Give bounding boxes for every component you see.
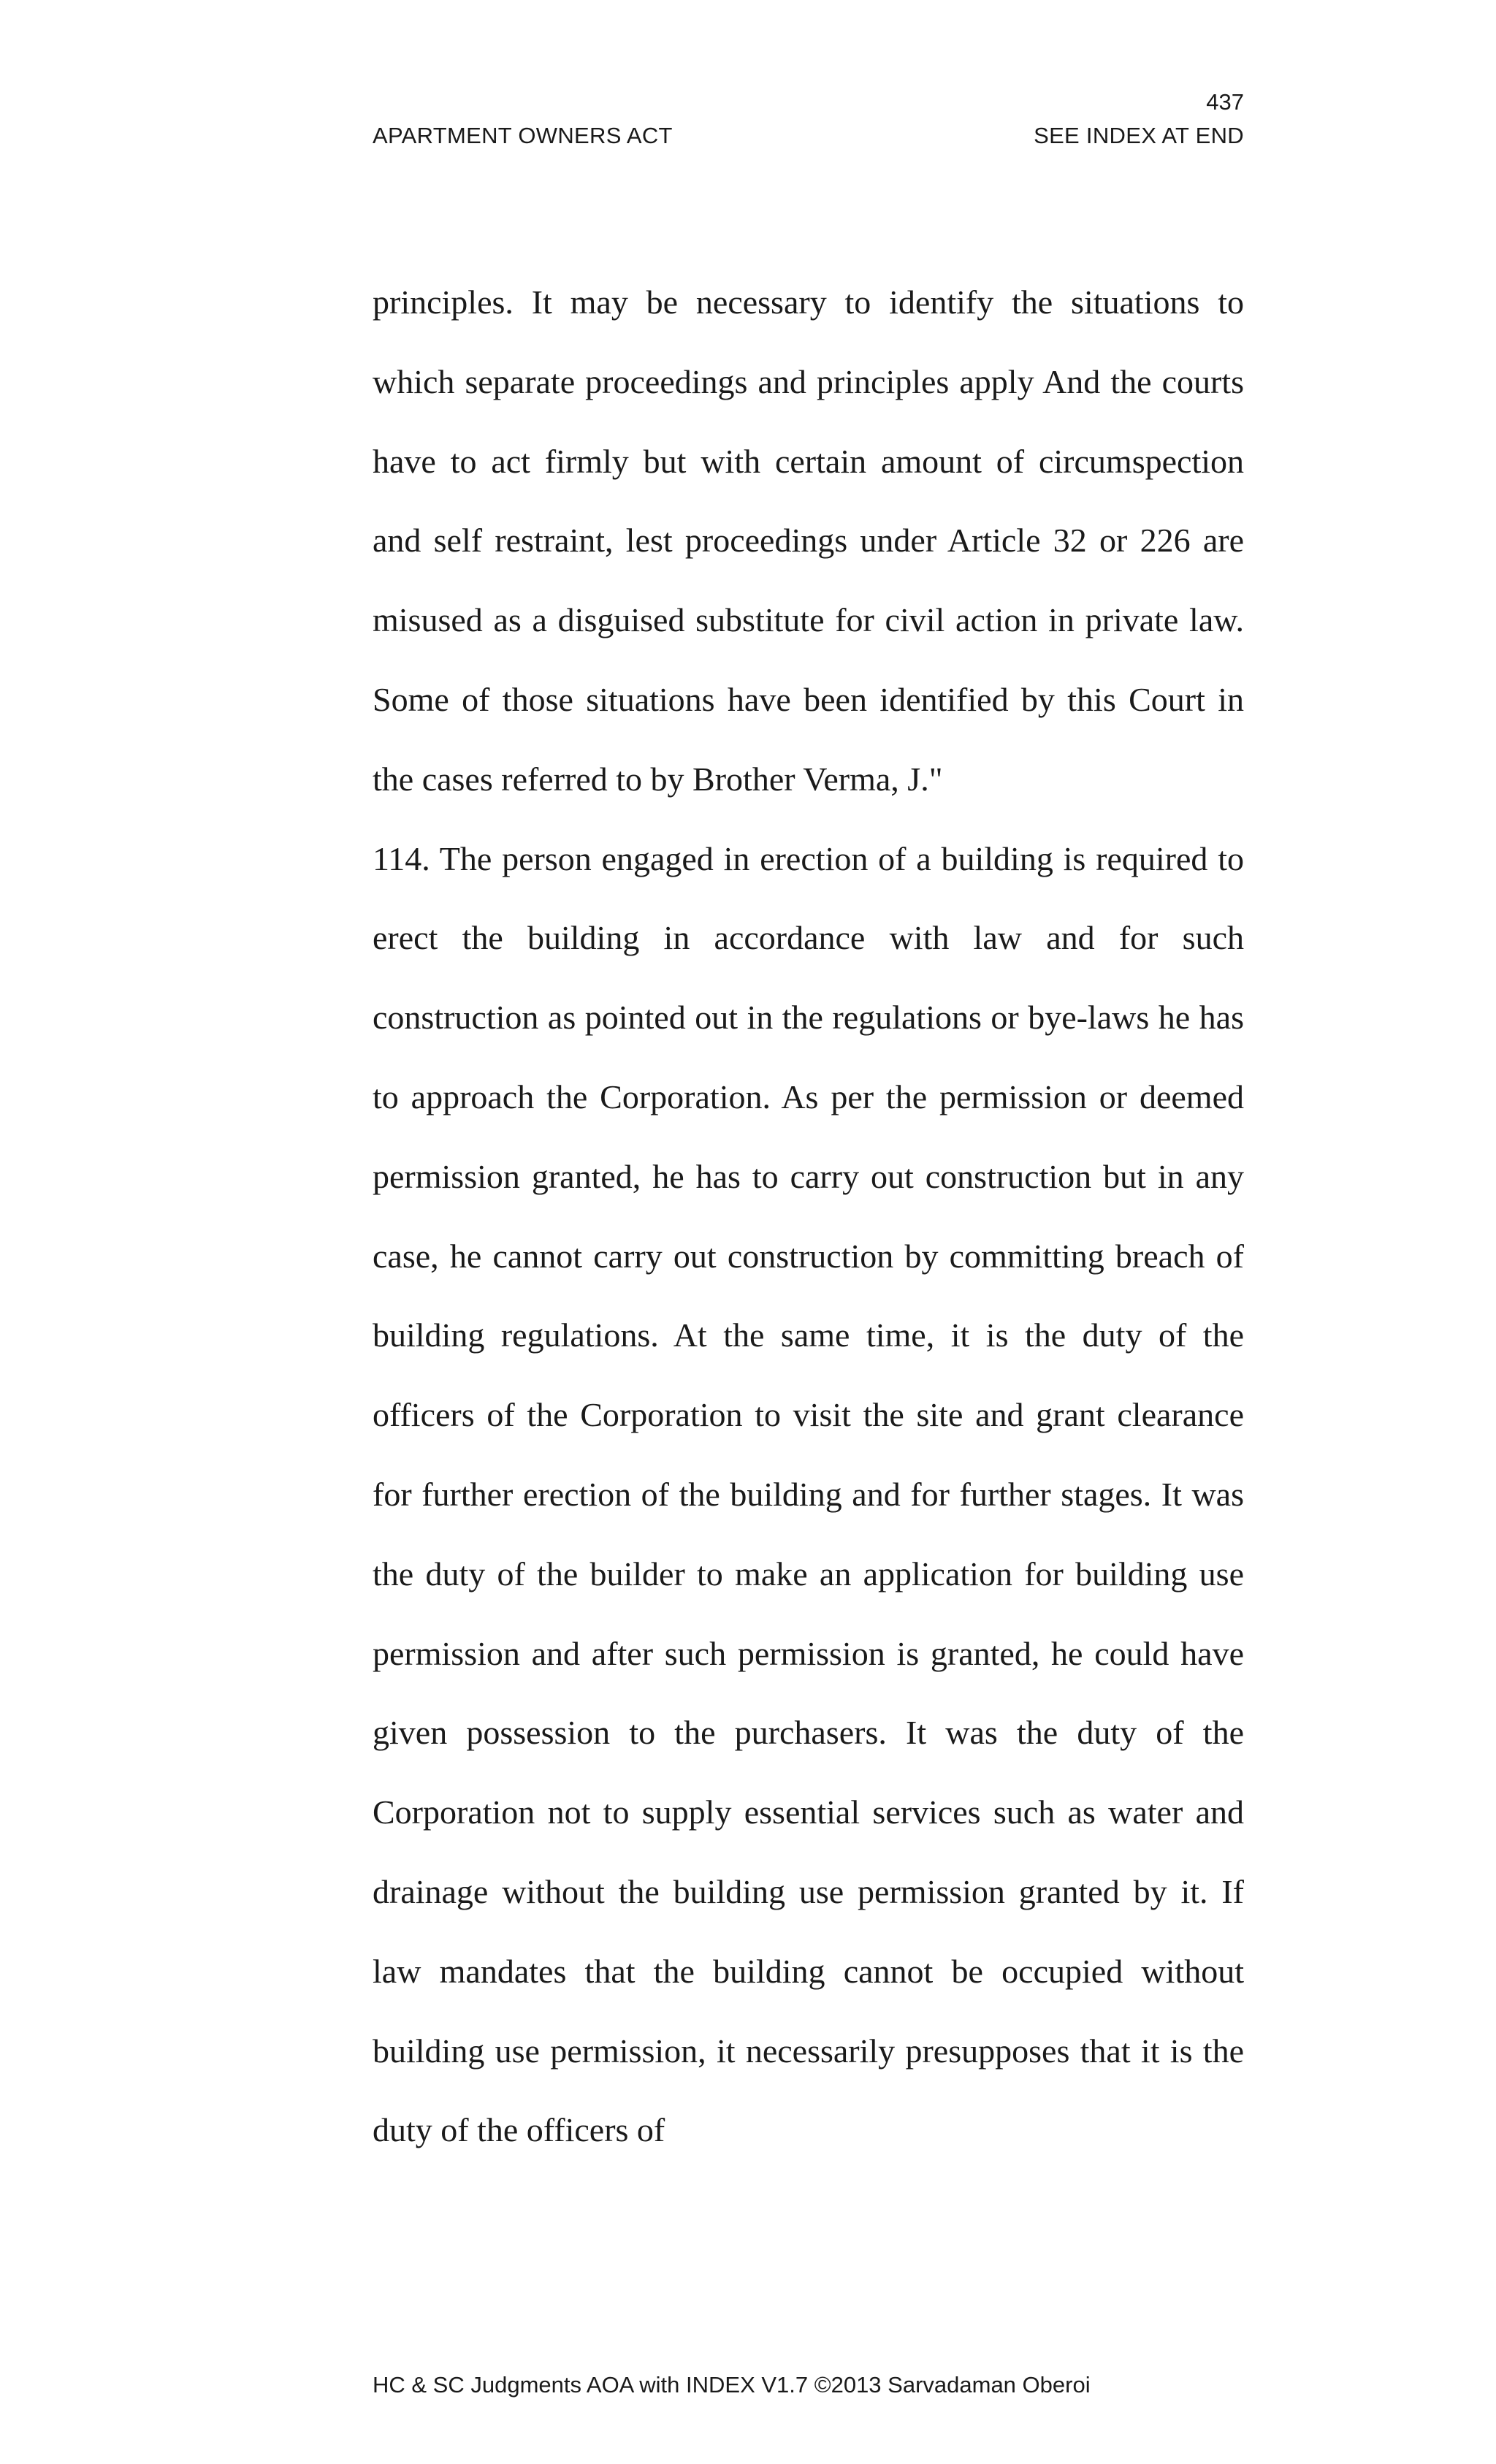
paragraph-114: 114. The person engaged in erection of a building is required to erect the building in accordance with law and for such construction as pointed out in the regulations or bye-laws he has to approach the Corporation. As per the permission or deemed permission granted, he has to carry out construction but in any case, he cannot carry out construction by committing breach of building regulations. At the same time, it is the duty of the officers of the Corporation to visit the site and grant clearance for further erection of the building and for further stages. It was the duty of the builder to make an application for building use permission and after such permission is granted, he could have given possession to the purchasers. It was the duty of the Corporation not to supply essential services such as water and drainage without the building use permission granted by it. If law mandates that the building cannot be occupied without building use permission, it necessarily presupposes that it is the duty of the officers of xyxy=(373,839,1244,2149)
paragraph-continued-quote: principles. It may be necessary to identify the situations to which separate proceedings and principles apply And the courts have to act firmly but with certain amount of circumspection and self restraint, lest proceedings under Article 32 or 226 are misused as a disguised substitute for civil action in private law. Some of those situations have been identified by this Court in the cases referred to by Brother Verma, J." xyxy=(373,283,1244,798)
running-head-index-note: SEE INDEX AT END xyxy=(1034,123,1244,148)
page-number: 437 xyxy=(1206,89,1244,115)
page-footer: HC & SC Judgments AOA with INDEX V1.7 ©2013 Sarvadaman Oberoi xyxy=(373,2372,1091,2398)
body-text xyxy=(373,263,1244,2170)
running-head-title: APARTMENT OWNERS ACT xyxy=(373,123,673,148)
